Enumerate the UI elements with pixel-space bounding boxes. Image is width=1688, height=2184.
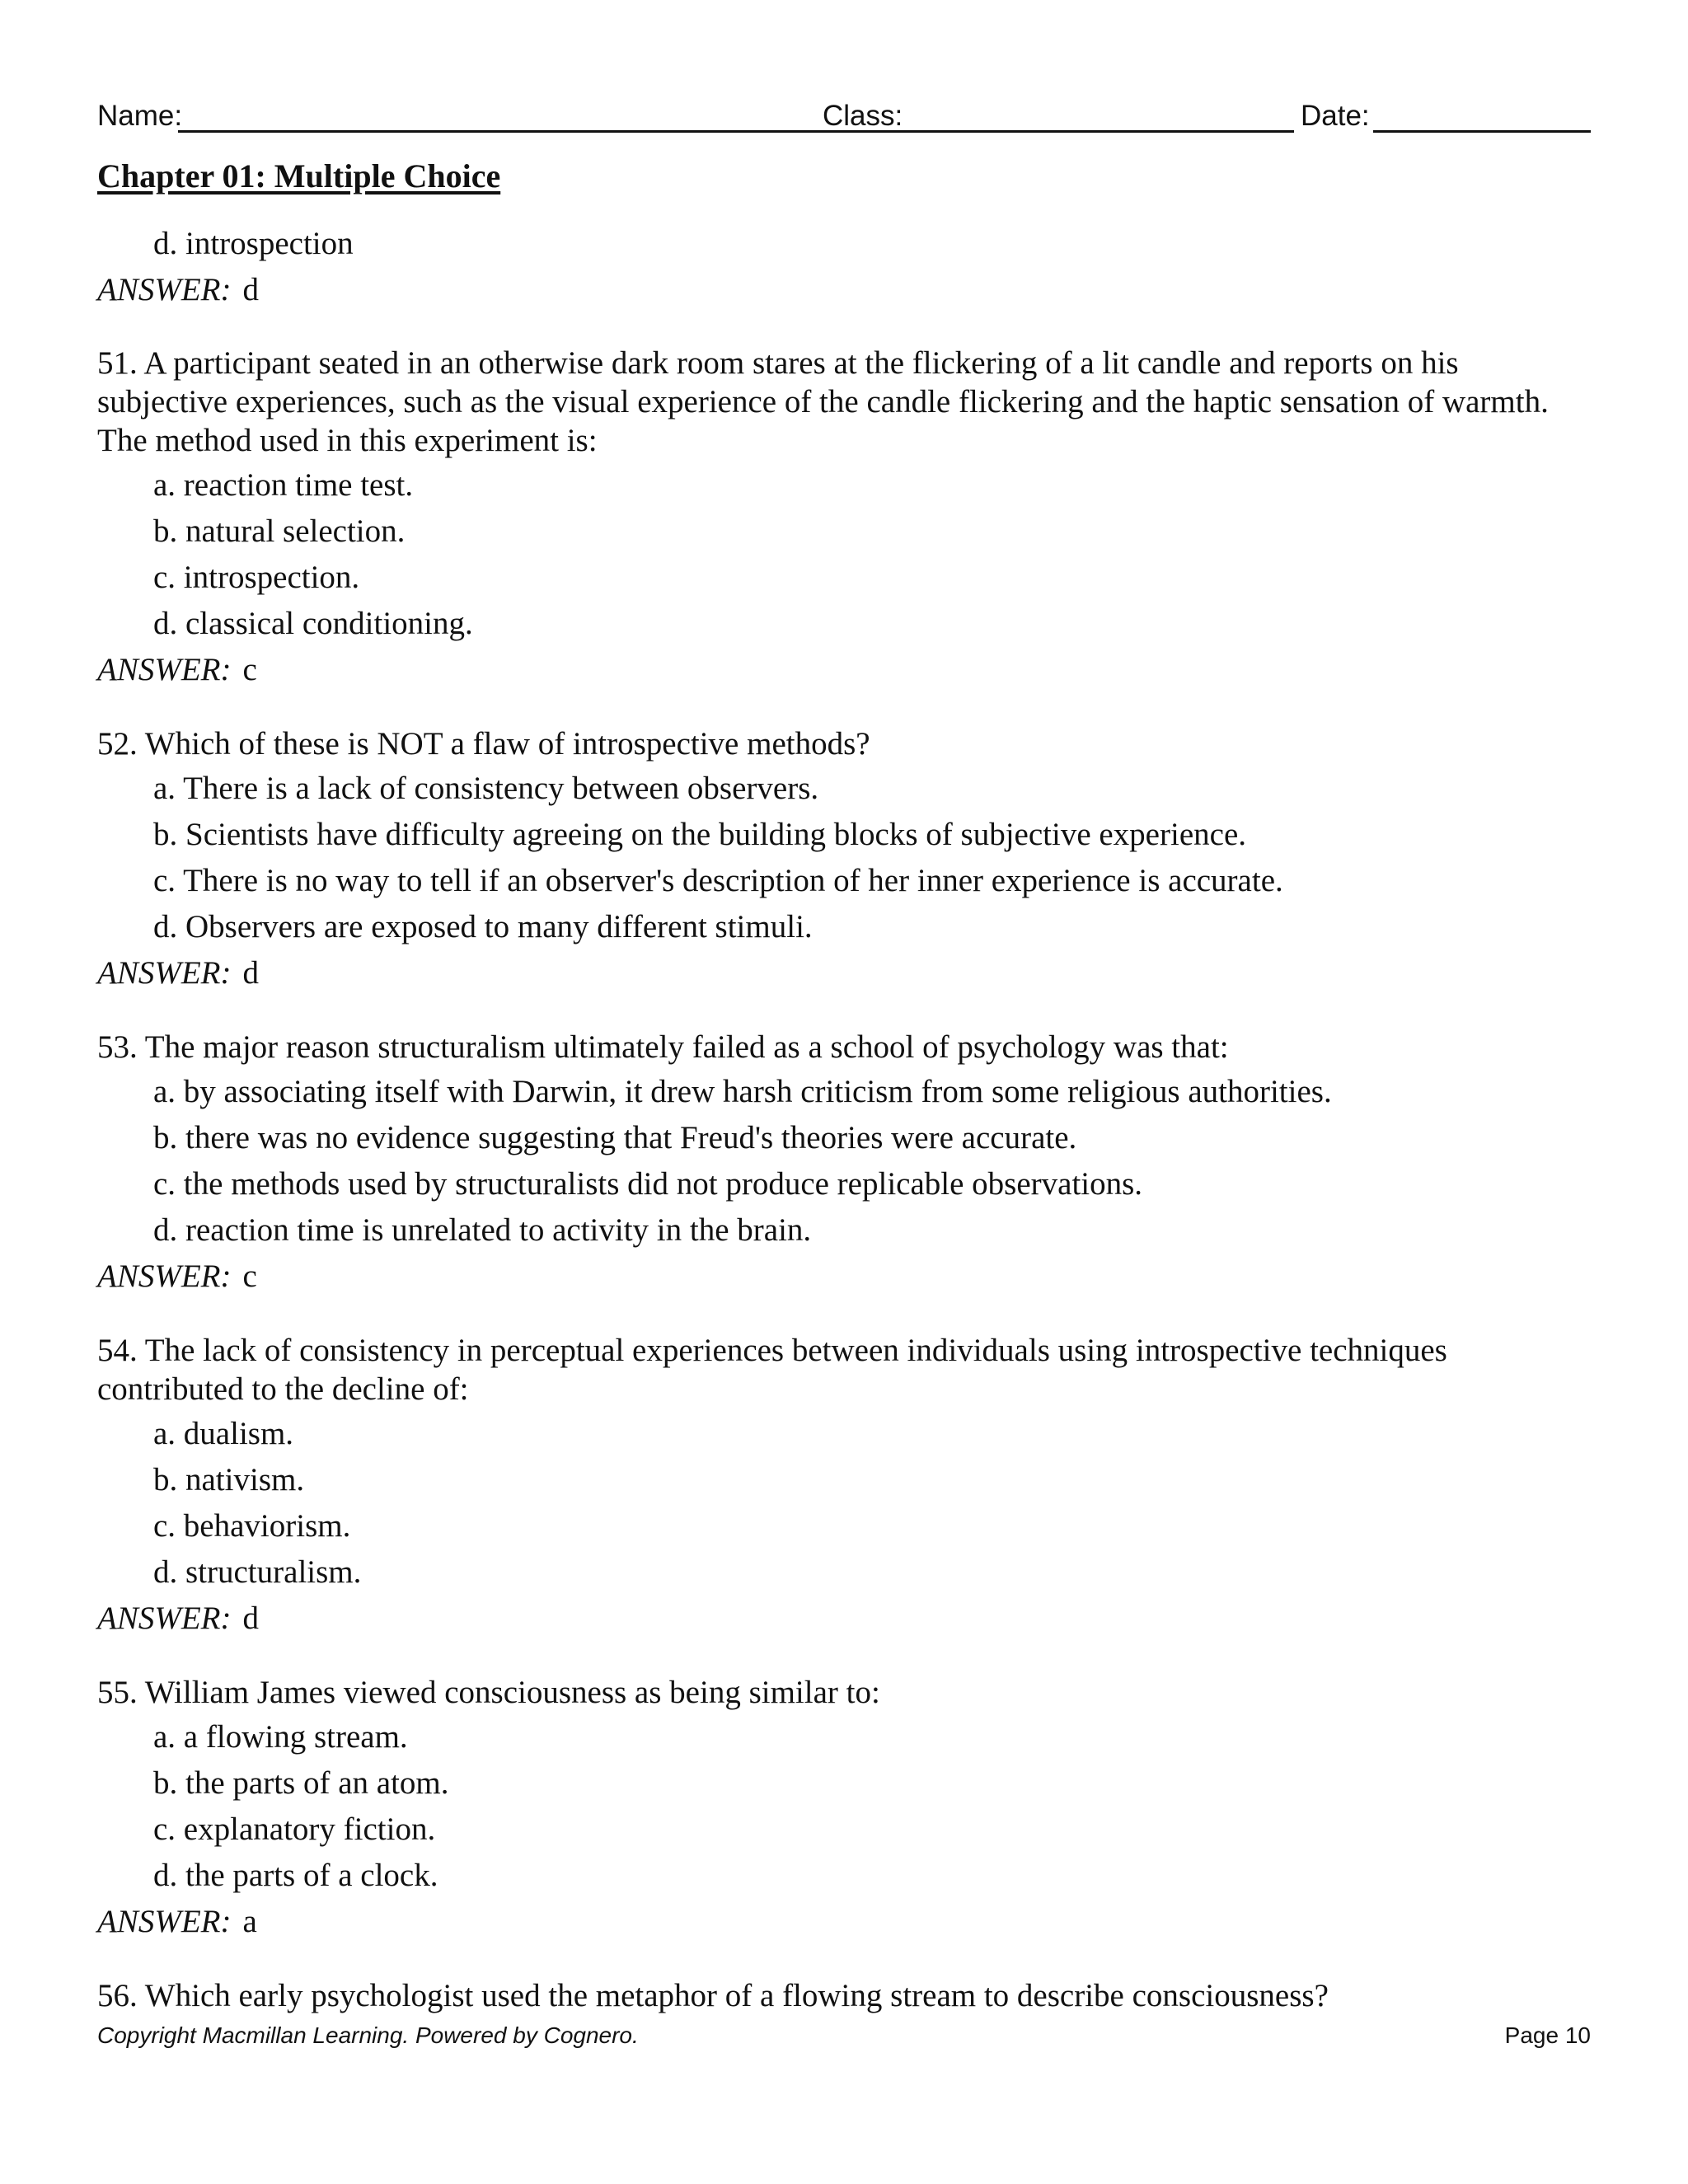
option: a. a flowing stream.: [153, 1719, 408, 1755]
class-label: Class:: [823, 100, 903, 132]
option: d. introspection: [153, 226, 354, 261]
option: c. introspection.: [153, 560, 360, 595]
option: d. Observers are exposed to many different stimuli.: [153, 909, 813, 944]
questions-content: [97, 221, 1591, 2046]
answer-line: [97, 950, 1591, 996]
question-block: [97, 724, 1591, 996]
name-label: Name:: [97, 100, 183, 132]
answer-label: ANSWER:: [97, 272, 232, 307]
option: d. the parts of a clock.: [153, 1858, 438, 1893]
option: b. nativism.: [153, 1462, 305, 1497]
question-text: 52. Which of these is NOT a flaw of introspective methods?: [97, 726, 870, 762]
answer-value: c: [242, 1258, 257, 1294]
question-block: [97, 1028, 1591, 1300]
option: c. explanatory fiction.: [153, 1811, 436, 1847]
option: b. Scientists have difficulty agreeing on the building blocks of subjective experience.: [153, 817, 1246, 852]
worksheet-header: [97, 97, 1591, 135]
answer-value: d: [242, 955, 259, 991]
question-block: [97, 1331, 1591, 1642]
option: c. There is no way to tell if an observer's description of her inner experience is accurate.: [153, 863, 1283, 898]
option: d. classical conditioning.: [153, 606, 473, 641]
question-text: 53. The major reason structuralism ultimately failed as a school of psychology was that:: [97, 1029, 1229, 1065]
date-label: Date:: [1301, 100, 1370, 132]
class-line: [898, 130, 1294, 133]
option: b. natural selection.: [153, 513, 406, 549]
question-text: 54. The lack of consistency in perceptual experiences between individuals using introspective techniques contributed to the decline of:: [97, 1333, 1447, 1407]
answer-line: [97, 267, 1591, 313]
answer-label: ANSWER:: [97, 652, 232, 687]
option: c. behaviorism.: [153, 1508, 351, 1544]
question-text: 56. Which early psychologist used the metaphor of a flowing stream to describe consciousness?: [97, 1978, 1329, 2013]
answer-label: ANSWER:: [97, 1258, 232, 1294]
question-text: 51. A participant seated in an otherwise dark room stares at the flickering of a lit candle and reports on his subjective experiences, such as the visual experience of the candle flickering and the haptic sensation of warmth. The method used in this experiment is:: [97, 345, 1549, 458]
answer-line: [97, 1596, 1591, 1642]
answer-value: d: [242, 272, 259, 307]
answer-value: a: [242, 1904, 257, 1939]
page-number: Page 10: [1504, 2022, 1591, 2048]
name-line: [178, 130, 905, 133]
options-list: [97, 1069, 1591, 1254]
answer-value: c: [242, 652, 257, 687]
answer-line: [97, 1899, 1591, 1945]
continued-question: [97, 221, 1591, 313]
option: b. there was no evidence suggesting that Freud's theories were accurate.: [153, 1120, 1077, 1155]
option: a. dualism.: [153, 1416, 294, 1451]
question-list: [97, 344, 1591, 2015]
answer-label: ANSWER:: [97, 955, 232, 991]
date-line: [1373, 130, 1591, 133]
copyright-text: Copyright Macmillan Learning. Powered by Cognero.: [97, 2022, 639, 2048]
option: a. reaction time test.: [153, 467, 414, 503]
chapter-title: Chapter 01: Multiple Choice: [97, 157, 501, 194]
option: d. reaction time is unrelated to activity in the brain.: [153, 1212, 812, 1248]
question-block: [97, 1673, 1591, 1945]
option: a. by associating itself with Darwin, it drew harsh criticism from some religious authorities.: [153, 1074, 1332, 1109]
option: d. structuralism.: [153, 1554, 362, 1590]
answer-label: ANSWER:: [97, 1904, 232, 1939]
option: b. the parts of an atom.: [153, 1765, 449, 1801]
option: a. There is a lack of consistency between observers.: [153, 771, 819, 806]
answer-line: [97, 647, 1591, 693]
question-text: 55. William James viewed consciousness as being similar to:: [97, 1675, 880, 1710]
options-list: [97, 1714, 1591, 1899]
options-list: [97, 462, 1591, 647]
option: c. the methods used by structuralists did not produce replicable observations.: [153, 1166, 1143, 1202]
options-list: [97, 766, 1591, 950]
answer-value: d: [242, 1601, 259, 1636]
question-block: [97, 344, 1591, 693]
answer-line: [97, 1254, 1591, 1300]
answer-label: ANSWER:: [97, 1601, 232, 1636]
question-block: [97, 1976, 1591, 2015]
options-list: [97, 1411, 1591, 1596]
